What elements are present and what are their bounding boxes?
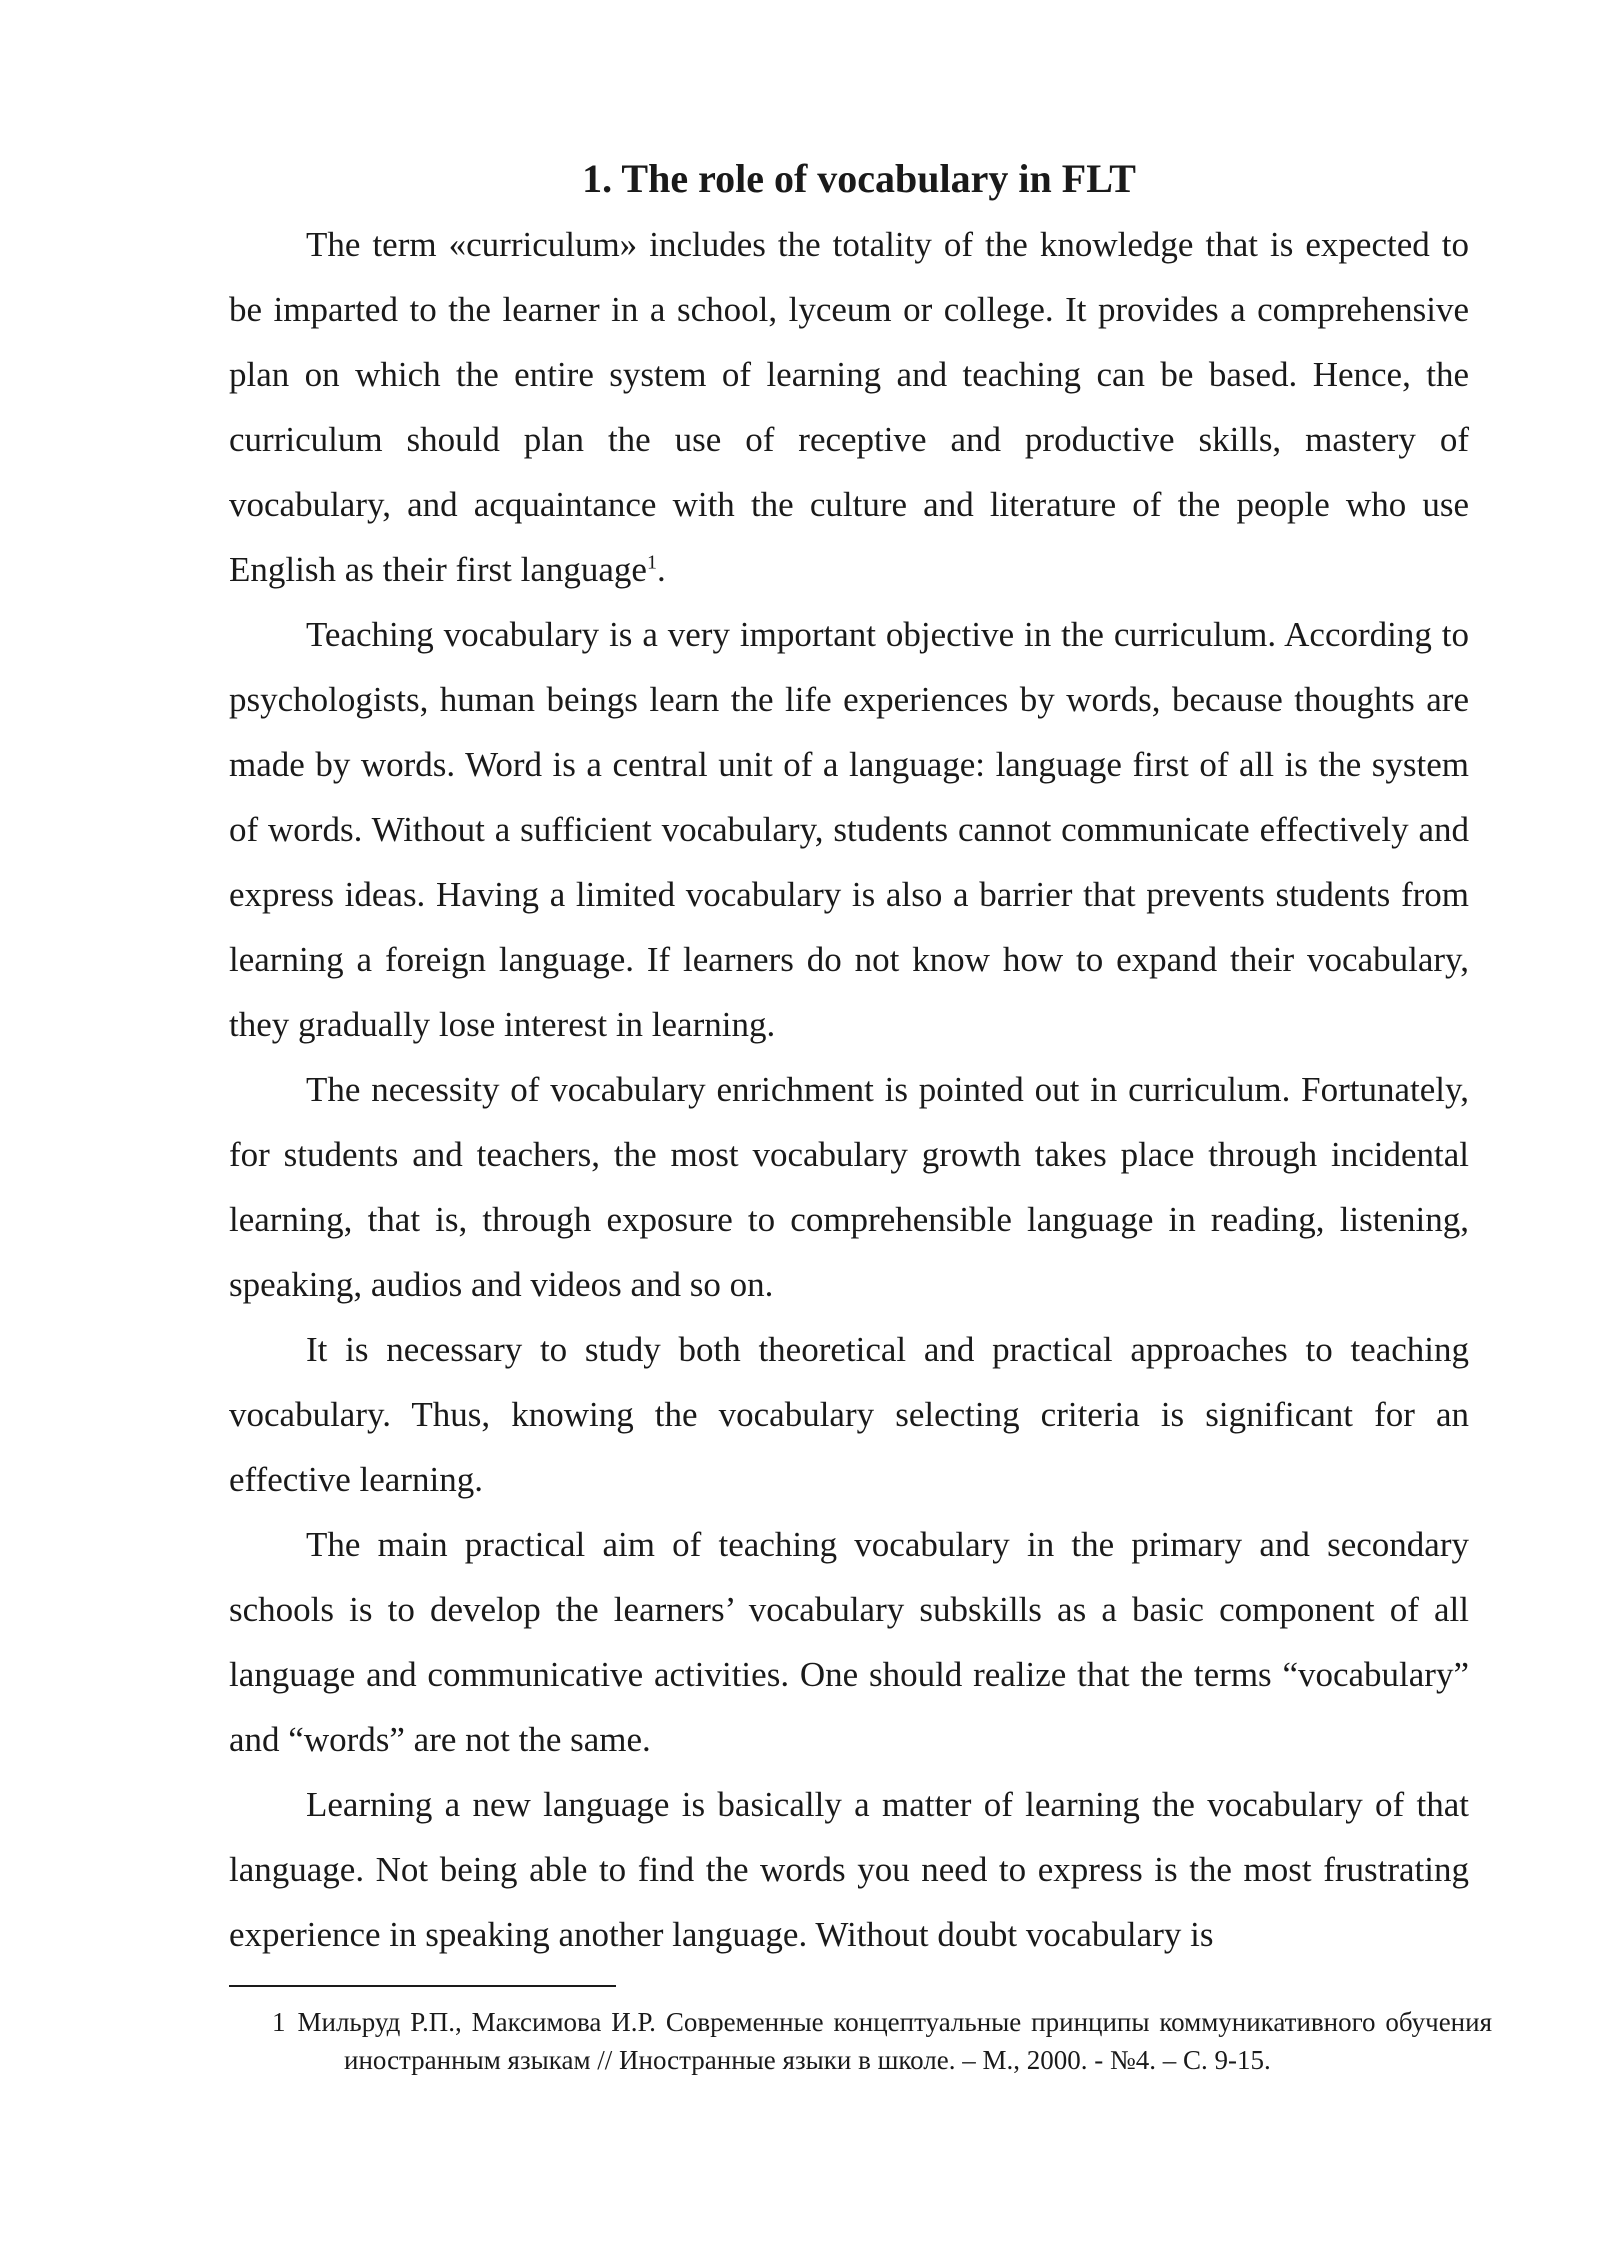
page-title: 1. The role of vocabulary in FLT [582,156,1136,201]
paragraph-1-text: The term «curriculum» includes the totality of the knowledge that is expected to be imparted to the learner in a school, lyceum or college. It provides a comprehensive plan on which the entire system of learning and teaching can be based. Hence, the curriculum should plan the use of receptive and productive skills, mastery of vocabulary, and acquaintance with the culture and literature of the people who use English as their first language [229,225,1469,589]
footnote [272,2003,1492,2079]
footnote-text: Мильруд Р.П., Максимова И.Р. Современные концептуальные принципы коммуникативного обучения иностранным языкам // Иностранные языки в школе. – М., 2000. - №4. – С. 9-15. [297,2007,1492,2075]
page-body [229,150,1469,1967]
paragraph-1-end: . [656,550,666,589]
paragraph-3: The necessity of vocabulary enrichment is pointed out in curriculum. Fortunately, for students and teachers, the most vocabulary growth takes place through incidental learning, that is, through exposure to comprehensible language in reading, listening, speaking, audios and videos and so on. [229,1070,1469,1304]
footnote-reference[interactable]: 1 [646,551,657,574]
paragraph-1 [229,212,1469,602]
footnote-separator [229,1985,616,1987]
paragraph-4: It is necessary to study both theoretical and practical approaches to teaching vocabulary. Thus, knowing the vocabulary selecting criteria is significant for an effective learning. [229,1330,1469,1499]
paragraph-2: Teaching vocabulary is a very important objective in the curriculum. According to psychologists, human beings learn the life experiences by words, because thoughts are made by words. Word is a central unit of a language: language first of all is the system of words. Without a sufficient vocabulary, students cannot communicate effectively and express ideas. Having a limited vocabulary is also a barrier that prevents students from learning a foreign language. If learners do not know how to expand their vocabulary, they gradually lose interest in learning. [229,615,1469,1044]
paragraph-6: Learning a new language is basically a matter of learning the vocabulary of that language. Not being able to find the words you need to express is the most frustrating experience in speaking another language. Without doubt vocabulary is [229,1785,1469,1954]
paragraph-5: The main practical aim of teaching vocabulary in the primary and secondary schools is to develop the learners’ vocabulary subskills as a basic component of all language and communicative activities. One should realize that the terms “vocabulary” and “words” are not the same. [229,1525,1469,1759]
footnote-number: 1 [272,2007,286,2037]
